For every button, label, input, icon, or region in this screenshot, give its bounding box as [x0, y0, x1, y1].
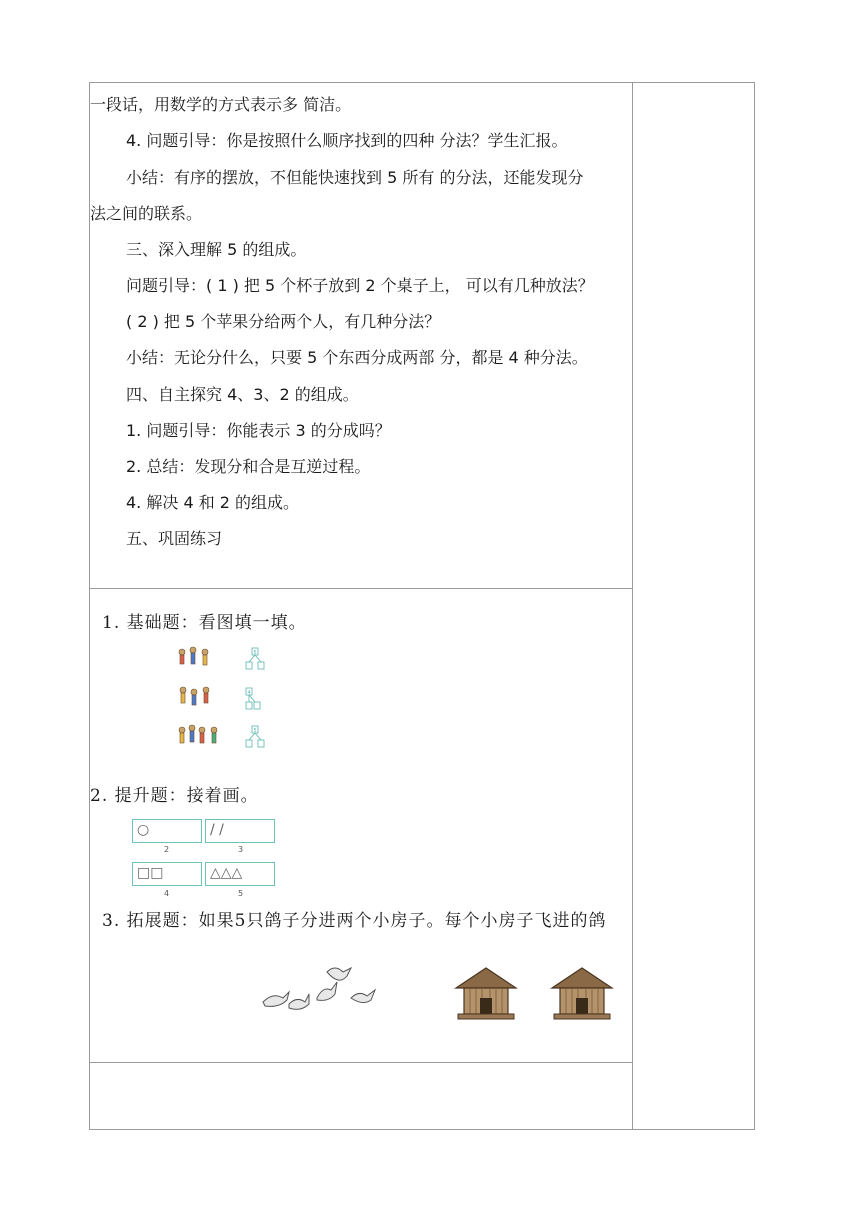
lesson-line-2: 4. 问题引导：你是按照什么顺序找到的四种 分法？学生汇报。 — [126, 131, 568, 150]
lesson-line-6: 问题引导：( 1 ) 把 5 个杯子放到 2 个桌子上， 可以有几种放法？ — [126, 276, 594, 295]
bird-house-1 — [452, 964, 520, 1022]
lesson-line-3: 小结：有序的摆放，不但能快速找到 5 所有 的分法，还能发现分 — [126, 168, 584, 187]
pigeon-icon — [263, 992, 289, 1006]
lesson-line-12: 4. 解决 4 和 2 的组成。 — [126, 493, 300, 512]
split-label-2: 4 — [247, 690, 251, 696]
pigeon-icon — [317, 982, 337, 1000]
lesson-line-7: ( 2 ) 把 5 个苹果分给两个人，有几种分法？ — [126, 312, 441, 331]
exercise-2-title: 2. 提升题：接着画。 — [90, 786, 259, 806]
draw-box-2-mark: / / — [210, 822, 224, 838]
bird-house-2 — [548, 964, 616, 1022]
draw-box-1 — [132, 819, 202, 843]
lesson-line-4: 法之间的联系。 — [90, 204, 203, 223]
children-split-pictures — [176, 644, 276, 756]
draw-box-2-number: 3 — [238, 845, 244, 854]
split-label-3: 5 — [253, 728, 257, 734]
lesson-line-9: 四、自主探究 4、3、2 的组成。 — [126, 385, 359, 404]
lesson-line-11: 2. 总结：发现分和合是互逆过程。 — [126, 457, 371, 476]
draw-box-4 — [205, 862, 275, 886]
draw-box-3-mark: □□ — [137, 865, 164, 881]
split-label-1: 5 — [253, 650, 257, 656]
lesson-line-8: 小结：无论分什么，只要 5 个东西分成两部 分，都是 4 种分法。 — [126, 348, 588, 367]
lesson-line-5: 三、深入理解 5 的组成。 — [126, 240, 307, 259]
draw-box-3 — [132, 862, 202, 886]
row-divider-1 — [89, 588, 633, 589]
pigeons-picture — [255, 962, 380, 1018]
draw-box-4-mark: △△△ — [210, 865, 243, 881]
draw-box-2 — [205, 819, 275, 843]
draw-box-1-mark: ○ — [137, 822, 150, 838]
draw-box-3-number: 4 — [164, 889, 170, 898]
pigeon-icon — [351, 990, 375, 1003]
children-group-3 — [179, 725, 217, 743]
draw-box-1-number: 2 — [164, 845, 170, 854]
lesson-line-10: 1. 问题引导：你能表示 3 的分成吗？ — [126, 421, 391, 440]
row-divider-2 — [89, 1062, 633, 1063]
pigeon-icon — [289, 994, 309, 1009]
pigeon-icon — [327, 968, 351, 980]
exercise-3-title: 3. 拓展题：如果5只鸽子分进两个小房子。每个小房子飞进的鸽 — [102, 911, 607, 931]
children-group-2 — [180, 687, 209, 705]
exercise-1-title: 1. 基础题：看图填一填。 — [102, 613, 307, 633]
lesson-line-13: 五、巩固练习 — [126, 529, 223, 548]
lesson-line-1: 一段话，用数学的方式表示多 简洁。 — [90, 95, 352, 114]
children-group-1 — [179, 647, 208, 665]
draw-box-4-number: 5 — [238, 889, 244, 898]
column-divider — [632, 82, 633, 1130]
